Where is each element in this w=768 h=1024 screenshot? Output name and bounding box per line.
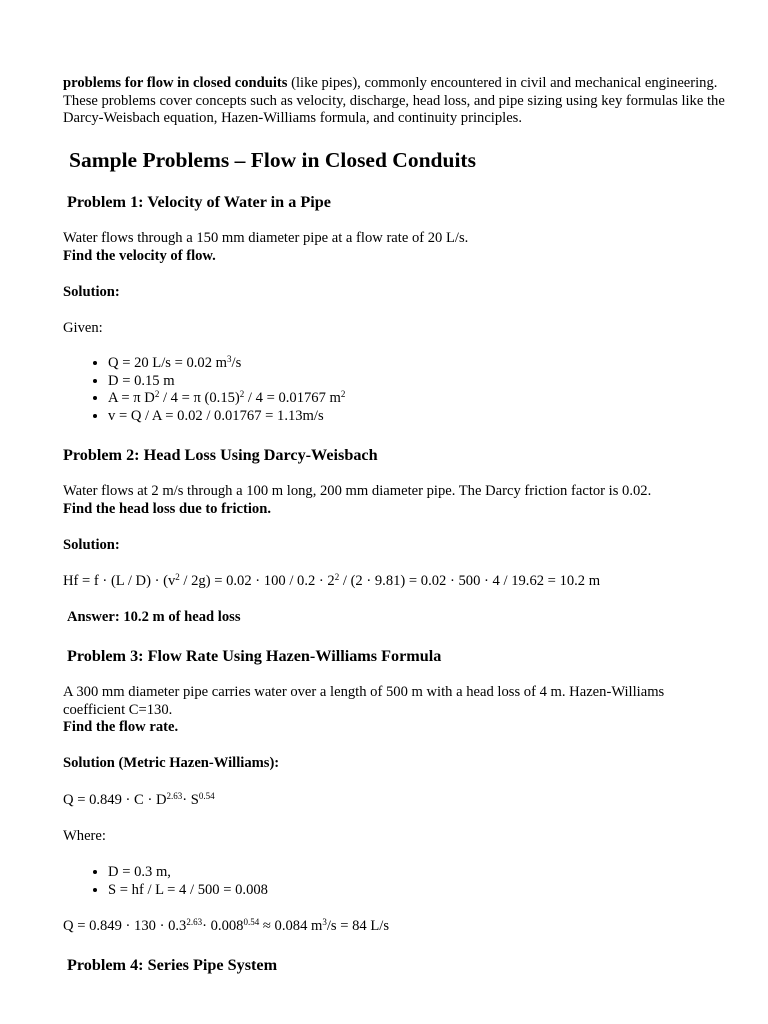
problem-3-task: Find the flow rate. (63, 719, 179, 735)
intro-paragraph (63, 75, 728, 128)
problem-4-heading: Problem 4: Series Pipe System (67, 956, 278, 974)
problem-1-given-label: Given: (63, 320, 103, 336)
problem-1-given-list (63, 355, 768, 425)
problem-2-equation: $Hf = f \cdot (L / D) \cdot (v^2 / 2g) = 0.02 \cdot 100 / 0.2 \cdot 2^2 / (2 \cdot 9.81) = 0.02 \cdot 500 \cdot 4 / 19.62 = 10.2$ m (63, 572, 601, 589)
problem-3-solution-label: Solution (Metric Hazen-Williams): (63, 755, 280, 771)
problem-3-statement (63, 684, 728, 737)
problem-2-task: Find the head loss due to friction. (63, 500, 271, 517)
page-title: Sample Problems – Flow in Closed Conduits (69, 148, 476, 172)
problem-1-solution-label: Solution: (63, 284, 120, 300)
list-item: • D = 0.15 m (108, 373, 768, 391)
problem-3-result: $Q = 0.849 \cdot 130 \cdot 0.3^{2.63}\cdot 0.008^{0.54} \approx 0.084$ $m^3/s = 84$ L/s (63, 917, 390, 934)
problem-3-heading: Problem 3: Flow Rate Using Hazen-Williams Formula (67, 647, 442, 665)
problem-3-where-list (63, 864, 768, 899)
list-item: • D = 0.3 m, (108, 864, 768, 882)
list-item: • Q = 20 L/s = 0.02 $m^3/s$ (108, 355, 768, 373)
problem-1-task: Find the velocity of flow. (63, 247, 216, 264)
problem-2-statement (63, 483, 728, 518)
problem-2-heading: Problem 2: Head Loss Using Darcy-Weisbach (63, 446, 378, 464)
list-item: • A = π $D^2 / 4 = \pi$ $(0.15)^2 / 4 = 0.01767$ $m^2$ (108, 390, 768, 408)
problem-3-where-label: Where: (63, 828, 106, 844)
problem-3-formula: $Q = 0.849 \cdot C \cdot D^{2.63}\cdot S^{0.54}$ (63, 791, 215, 808)
intro-bold-lead: problems for flow in closed conduits (63, 75, 288, 91)
problem-1-heading: Problem 1: Velocity of Water in a Pipe (67, 193, 331, 211)
problem-2-answer: Answer: 10.2 m of head loss (67, 609, 241, 625)
problem-1-statement (63, 230, 728, 265)
list-item: • S = hf / L = 4 / 500 = 0.008 (108, 882, 768, 900)
problem-1-statement-text: Water flows through a 150 mm diameter pipe at a flow rate of 20 L/s. (63, 230, 469, 246)
intro-text: (like pipes), commonly encountered in civil and mechanical engineering. These problems cover concepts such as velocity, discharge, head loss, and pipe sizing using key formulas like the Darcy-Weisbach equation, Hazen-Williams formula, and continuity principles. (63, 75, 725, 126)
problem-3-statement-text: A 300 mm diameter pipe carries water over a length of 500 m with a head loss of 4 m. Hazen-Williams coefficient C=130. (63, 684, 665, 718)
list-item: • v = Q / A = 0.02 / 0.01767 = 1.13m/s (108, 408, 768, 426)
problem-2-solution-label: Solution: (63, 537, 120, 553)
problem-2-statement-text: Water flows at 2 m/s through a 100 m long, 200 mm diameter pipe. The Darcy friction factor is 0.02. (63, 483, 652, 499)
